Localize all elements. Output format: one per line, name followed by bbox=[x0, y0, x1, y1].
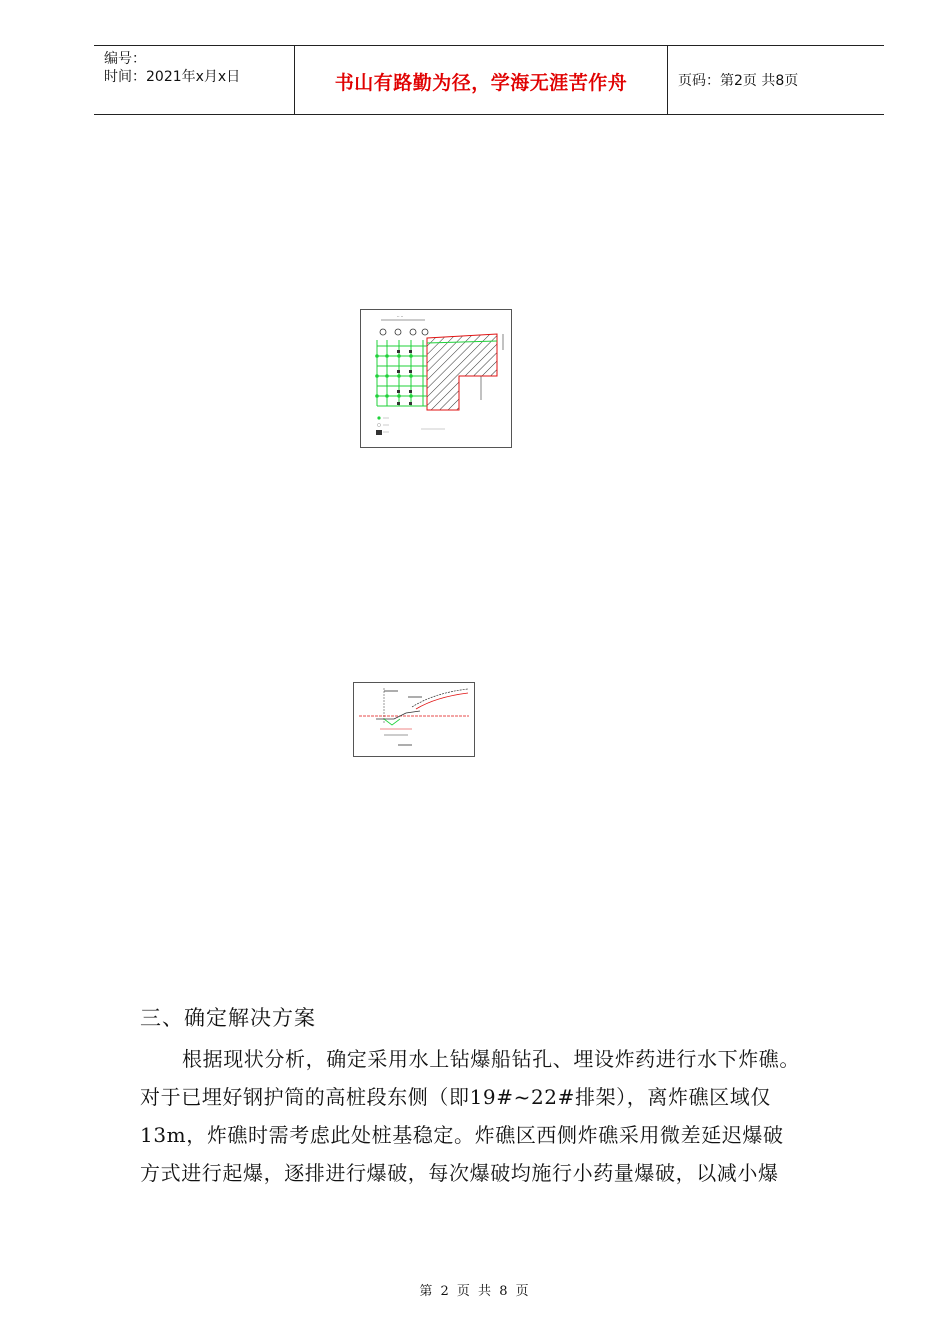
page-header bbox=[94, 45, 884, 115]
time-label: 时间：2021年x月x日 bbox=[104, 69, 241, 85]
section-title: 三、确定解决方案 bbox=[140, 1006, 316, 1030]
header-motto-cell bbox=[295, 46, 668, 114]
paragraph-line: 根据现状分析，确定采用水上钻爆船钻孔、埋设炸药进行水下炸礁。 bbox=[182, 1047, 800, 1071]
motto: 书山有路勤为径，学海无涯苦作舟 bbox=[334, 72, 628, 94]
page-label: 页码：第2页 共8页 bbox=[678, 73, 799, 89]
page-footer: 第 2 页 共 8 页 bbox=[419, 1284, 531, 1299]
plan-drawing bbox=[361, 310, 511, 447]
paragraph-line: 对于已埋好钢护筒的高桩段东侧（即19#~22#排架），离炸礁区域仅 bbox=[140, 1085, 771, 1109]
svg-text:·· ··: ·· ·· bbox=[397, 314, 404, 319]
header-page-cell bbox=[668, 46, 884, 114]
paragraph-line: 13m，炸礁时需考虑此处桩基稳定。炸礁区西侧炸礁采用微差延迟爆破 bbox=[140, 1123, 784, 1147]
header-meta-cell bbox=[94, 46, 295, 114]
section-paragraph bbox=[140, 1040, 860, 1192]
number-label: 编号： bbox=[104, 51, 146, 67]
paragraph-line: 方式进行起爆，逐排进行爆破，每次爆破均施行小药量爆破，以减小爆 bbox=[140, 1161, 779, 1185]
section-drawing bbox=[354, 683, 474, 756]
plan-drawing-figure bbox=[360, 309, 512, 448]
section-drawing-figure bbox=[353, 682, 475, 757]
